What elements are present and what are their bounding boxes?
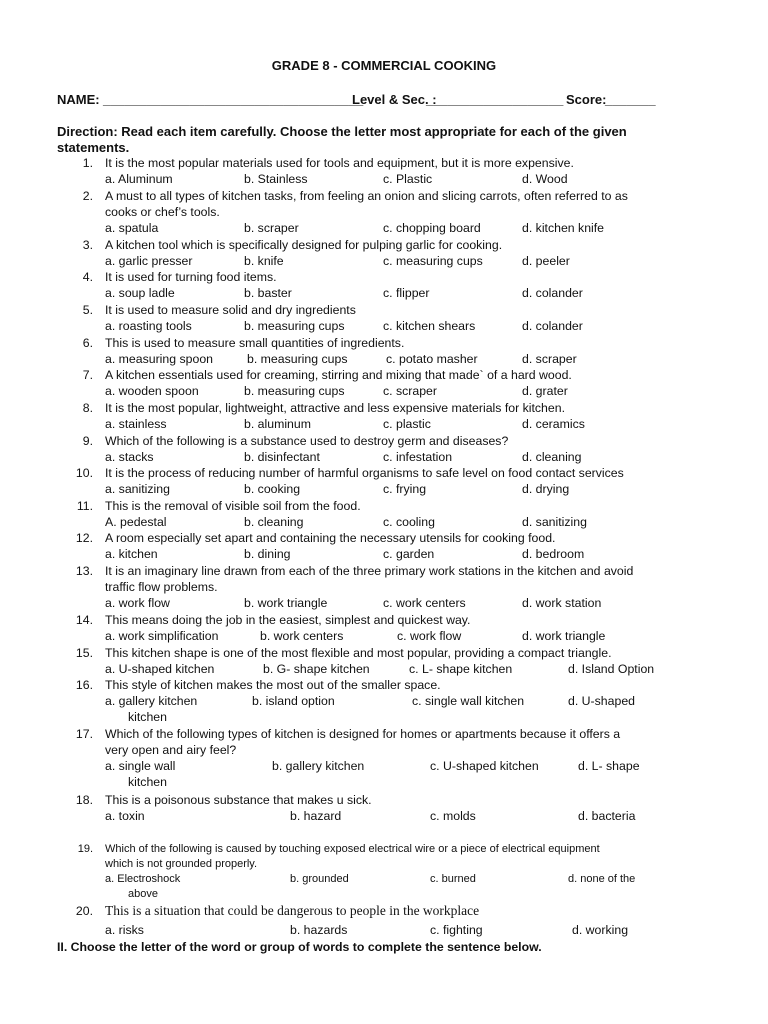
answer-option[interactable]: a. work simplification bbox=[105, 629, 219, 643]
question-text: A kitchen tool which is specifically designed for pulping garlic for cooking. bbox=[105, 238, 503, 252]
question-number: 1. bbox=[82, 156, 93, 170]
answer-option[interactable]: b. measuring cups bbox=[244, 384, 345, 398]
answer-option[interactable]: b. measuring cups bbox=[244, 319, 345, 333]
answer-option[interactable]: c. work flow bbox=[397, 629, 462, 643]
score-label: Score: bbox=[566, 92, 607, 107]
question-text: traffic flow problems. bbox=[105, 580, 218, 594]
answer-option[interactable]: b. disinfectant bbox=[244, 450, 320, 464]
answer-option[interactable]: c. work centers bbox=[383, 596, 466, 610]
question-text: A must to all types of kitchen tasks, from feeling an onion and slicing carrots, often referred to as bbox=[105, 189, 628, 203]
answer-option[interactable]: a. soup ladle bbox=[105, 286, 175, 300]
answer-option[interactable]: d. Island Option bbox=[568, 662, 655, 676]
question-number: 19. bbox=[77, 843, 93, 855]
answer-option[interactable]: c. single wall kitchen bbox=[412, 694, 525, 708]
answer-option[interactable]: a. stacks bbox=[105, 450, 154, 464]
answer-option[interactable]: a. toxin bbox=[105, 809, 145, 823]
answer-option-continuation: kitchen bbox=[128, 710, 167, 724]
answer-option[interactable]: d. colander bbox=[522, 319, 583, 333]
page-title: GRADE 8 - COMMERCIAL COOKING bbox=[271, 58, 497, 73]
answer-option[interactable]: c. cooling bbox=[383, 515, 435, 529]
answer-option[interactable]: b. measuring cups bbox=[247, 352, 348, 366]
answer-option[interactable]: b. gallery kitchen bbox=[272, 759, 365, 773]
answer-option[interactable]: a. work flow bbox=[105, 596, 170, 610]
answer-option[interactable]: b. knife bbox=[244, 254, 284, 268]
answer-option[interactable]: d. grater bbox=[522, 384, 568, 398]
answer-option[interactable]: c. Plastic bbox=[383, 172, 433, 186]
answer-option[interactable]: a. kitchen bbox=[105, 547, 158, 561]
question-text: A room especially set apart and containing the necessary utensils for cooking food. bbox=[105, 531, 556, 545]
answer-option[interactable]: a. wooden spoon bbox=[105, 384, 199, 398]
answer-option[interactable]: c. flipper bbox=[383, 286, 430, 300]
answer-option[interactable]: a. spatula bbox=[105, 221, 159, 235]
answer-option[interactable]: d. none of the bbox=[568, 873, 636, 885]
question-number: 15. bbox=[75, 646, 93, 660]
answer-option[interactable]: a. sanitizing bbox=[105, 482, 170, 496]
answer-option[interactable]: b. dining bbox=[244, 547, 291, 561]
question-number: 6. bbox=[82, 336, 93, 350]
answer-option[interactable]: d. scraper bbox=[522, 352, 577, 366]
question-text: This is used to measure small quantities of ingredients. bbox=[105, 336, 405, 350]
score-blank: _______ bbox=[605, 92, 656, 107]
answer-option[interactable]: d. L- shape bbox=[578, 759, 640, 773]
question-text: very open and airy feel? bbox=[105, 743, 237, 757]
answer-option[interactable]: c. garden bbox=[383, 547, 435, 561]
question-number: 4. bbox=[82, 270, 93, 284]
answer-option[interactable]: d. ceramics bbox=[522, 417, 585, 431]
answer-option[interactable]: b. work triangle bbox=[244, 596, 328, 610]
question-text: This is a situation that could be dangerous to people in the workplace bbox=[105, 903, 480, 918]
answer-option[interactable]: a. stainless bbox=[105, 417, 167, 431]
answer-option[interactable]: a. single wall bbox=[105, 759, 176, 773]
answer-option[interactable]: b. baster bbox=[244, 286, 292, 300]
answer-option[interactable]: a. garlic presser bbox=[105, 254, 193, 268]
question-number: 12. bbox=[75, 531, 93, 545]
answer-option[interactable]: c. molds bbox=[430, 809, 476, 823]
question-number: 7. bbox=[82, 368, 93, 382]
question-text: which is not grounded properly. bbox=[105, 858, 258, 870]
name-blank: ____________________________________ bbox=[103, 92, 364, 107]
question-text: This kitchen shape is one of the most flexible and most popular, providing a compact triangle. bbox=[105, 646, 612, 660]
answer-option[interactable]: d. drying bbox=[522, 482, 570, 496]
answer-option[interactable]: b. hazards bbox=[290, 923, 348, 937]
direction-text: Direction: Read each item carefully. Choose the letter most appropriate for each of the given statements. bbox=[57, 124, 627, 155]
question-number: 5. bbox=[82, 303, 93, 317]
answer-option[interactable]: c. chopping board bbox=[383, 221, 481, 235]
answer-option[interactable]: c. kitchen shears bbox=[383, 319, 476, 333]
question-text: It is the most popular, lightweight, attractive and less expensive materials for kitchen. bbox=[105, 401, 565, 415]
answer-option[interactable]: d. colander bbox=[522, 286, 583, 300]
answer-option[interactable]: d. kitchen knife bbox=[522, 221, 605, 235]
question-text: It is the most popular materials used for tools and equipment, but it is more expensive. bbox=[105, 156, 574, 170]
answer-option[interactable]: d. bacteria bbox=[578, 809, 636, 823]
answer-option[interactable]: c. L- shape kitchen bbox=[409, 662, 513, 676]
answer-option[interactable]: c. scraper bbox=[383, 384, 437, 398]
answer-option[interactable]: b. cooking bbox=[244, 482, 301, 496]
answer-option[interactable]: d. U-shaped bbox=[568, 694, 635, 708]
question-text: It is used to measure solid and dry ingredients bbox=[105, 303, 356, 317]
level-label: Level & Sec. : bbox=[352, 92, 437, 107]
answer-option-continuation: kitchen bbox=[128, 775, 167, 789]
answer-option[interactable]: A. pedestal bbox=[105, 515, 167, 529]
question-number: 17. bbox=[75, 727, 93, 741]
answer-option[interactable]: d. peeler bbox=[522, 254, 570, 268]
question-number: 14. bbox=[75, 613, 93, 627]
section-2-heading: II. Choose the letter of the word or group of words to complete the sentence below. bbox=[57, 940, 542, 954]
answer-option[interactable]: d. working bbox=[572, 923, 629, 937]
question-text: This means doing the job in the easiest, simplest and quickest way. bbox=[105, 613, 471, 627]
answer-option[interactable]: d. work station bbox=[522, 596, 602, 610]
answer-option-continuation: above bbox=[128, 888, 158, 900]
question-text: Which of the following types of kitchen is designed for homes or apartments because it offers a bbox=[105, 727, 621, 741]
answer-option[interactable]: b. work centers bbox=[260, 629, 344, 643]
answer-option[interactable]: a. gallery kitchen bbox=[105, 694, 198, 708]
answer-option[interactable]: c. burned bbox=[430, 873, 476, 885]
question-text: It is used for turning food items. bbox=[105, 270, 277, 284]
question-text: It is the process of reducing number of harmful organisms to safe level on food contact services bbox=[105, 466, 624, 480]
answer-option[interactable]: d. bedroom bbox=[522, 547, 585, 561]
answer-option[interactable]: d. work triangle bbox=[522, 629, 606, 643]
answer-option[interactable]: c. plastic bbox=[383, 417, 431, 431]
answer-option[interactable]: c. U-shaped kitchen bbox=[430, 759, 539, 773]
question-number: 20. bbox=[75, 904, 93, 918]
question-text: This is a poisonous substance that makes u sick. bbox=[105, 793, 372, 807]
answer-option[interactable]: b. aluminum bbox=[244, 417, 311, 431]
answer-option[interactable]: d. sanitizing bbox=[522, 515, 587, 529]
answer-option[interactable]: c. measuring cups bbox=[383, 254, 483, 268]
answer-option[interactable]: a. roasting tools bbox=[105, 319, 192, 333]
answer-option[interactable]: a. Electroshock bbox=[105, 873, 181, 885]
level-blank: ___________________ bbox=[426, 92, 564, 107]
name-label: NAME: bbox=[57, 92, 100, 107]
answer-option[interactable]: a. measuring spoon bbox=[105, 352, 214, 366]
question-number: 16. bbox=[75, 678, 93, 692]
answer-option[interactable]: b. scraper bbox=[244, 221, 299, 235]
question-number: 10. bbox=[75, 466, 93, 480]
question-number: 18. bbox=[75, 793, 93, 807]
question-text: cooks or chef’s tools. bbox=[105, 205, 220, 219]
question-text: This is the removal of visible soil from the food. bbox=[105, 499, 361, 513]
question-number: 3. bbox=[82, 238, 93, 252]
answer-option[interactable]: c. infestation bbox=[383, 450, 453, 464]
question-number: 9. bbox=[82, 434, 93, 448]
question-text: A kitchen essentials used for creaming, stirring and mixing that made` of a hard wood. bbox=[105, 368, 572, 382]
question-text: This style of kitchen makes the most out of the smaller space. bbox=[105, 678, 441, 692]
answer-option[interactable]: d. Wood bbox=[522, 172, 568, 186]
answer-option[interactable]: b. hazard bbox=[290, 809, 342, 823]
question-number: 11. bbox=[76, 499, 93, 513]
answer-option[interactable]: c. fighting bbox=[430, 923, 483, 937]
answer-option[interactable]: b. Stainless bbox=[244, 172, 308, 186]
answer-option[interactable]: c. potato masher bbox=[386, 352, 478, 366]
question-number: 8. bbox=[82, 401, 93, 415]
answer-option[interactable]: a. Aluminum bbox=[105, 172, 173, 186]
question-text: Which of the following is caused by touching exposed electrical wire or a piece of electrical equipment bbox=[105, 843, 600, 855]
answer-option[interactable]: b. grounded bbox=[290, 873, 349, 885]
answer-option[interactable]: b. cleaning bbox=[244, 515, 304, 529]
answer-option[interactable]: a. U-shaped kitchen bbox=[105, 662, 215, 676]
question-number: 13. bbox=[75, 564, 93, 578]
answer-option[interactable]: a. risks bbox=[105, 923, 144, 937]
question-number: 2. bbox=[82, 189, 93, 203]
answer-option[interactable]: c. frying bbox=[383, 482, 427, 496]
answer-option[interactable]: b. island option bbox=[252, 694, 335, 708]
answer-option[interactable]: b. G- shape kitchen bbox=[263, 662, 370, 676]
question-text: Which of the following is a substance used to destroy germ and diseases? bbox=[105, 434, 509, 448]
answer-option[interactable]: d. cleaning bbox=[522, 450, 582, 464]
question-text: It is an imaginary line drawn from each of the three primary work stations in the kitchen and avoid bbox=[105, 564, 634, 578]
